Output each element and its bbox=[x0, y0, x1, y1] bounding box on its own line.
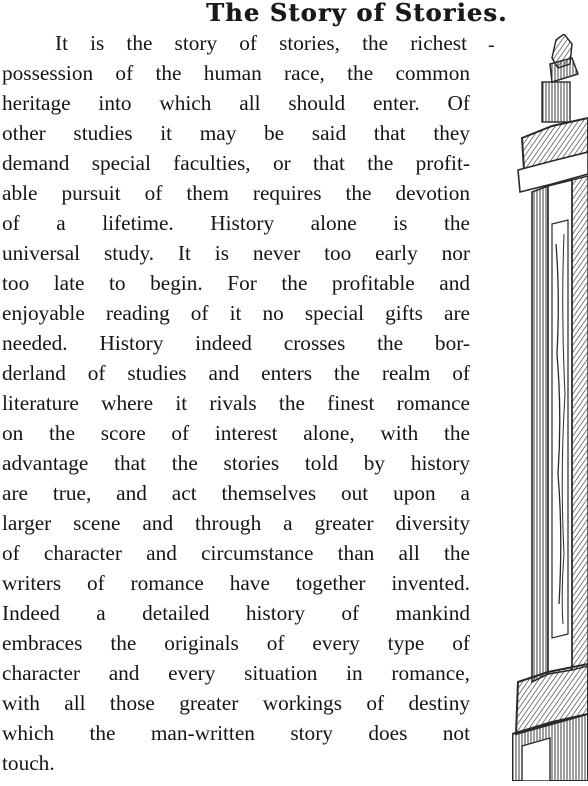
margin-mark: - bbox=[488, 34, 495, 56]
text-line: demand special faculties, or that the profit- bbox=[2, 151, 470, 175]
article-title: The Story of Stories. bbox=[206, 0, 508, 27]
text-line: larger scene and through a greater diversity bbox=[2, 511, 470, 535]
text-line: of a lifetime. History alone is the bbox=[2, 211, 470, 235]
text-line: writers of romance have together invented. bbox=[2, 571, 470, 595]
text-line: are true, and act themselves out upon a bbox=[2, 481, 470, 505]
text-line: It is the story of stories, the richest bbox=[55, 31, 467, 55]
text-line: of character and circumstance than all the bbox=[2, 541, 470, 565]
text-line: universal study. It is never too early nor bbox=[2, 241, 470, 265]
text-line: which the man-written story does not bbox=[2, 721, 470, 745]
text-line: embraces the originals of every type of bbox=[2, 631, 470, 655]
text-line: literature where it rivals the finest romance bbox=[2, 391, 470, 415]
text-line: touch. bbox=[2, 751, 55, 775]
text-line: too late to begin. For the profitable and bbox=[2, 271, 470, 295]
text-line: other studies it may be said that they bbox=[2, 121, 470, 145]
text-line: possession of the human race, the common bbox=[2, 61, 470, 85]
text-line: with all those greater workings of destiny bbox=[2, 691, 470, 715]
carved-column-ornament-icon bbox=[512, 34, 588, 781]
text-line: able pursuit of them requires the devotion bbox=[2, 181, 470, 205]
text-line: enjoyable reading of it no special gifts are bbox=[2, 301, 470, 325]
text-line: advantage that the stories told by history bbox=[2, 451, 470, 475]
text-line: on the score of interest alone, with the bbox=[2, 421, 470, 445]
text-line: derland of studies and enters the realm of bbox=[2, 361, 470, 385]
text-line: needed. History indeed crosses the bor- bbox=[2, 331, 470, 355]
text-line: character and every situation in romance, bbox=[2, 661, 470, 685]
text-line: heritage into which all should enter. Of bbox=[2, 91, 470, 115]
text-line: Indeed a detailed history of mankind bbox=[2, 601, 470, 625]
